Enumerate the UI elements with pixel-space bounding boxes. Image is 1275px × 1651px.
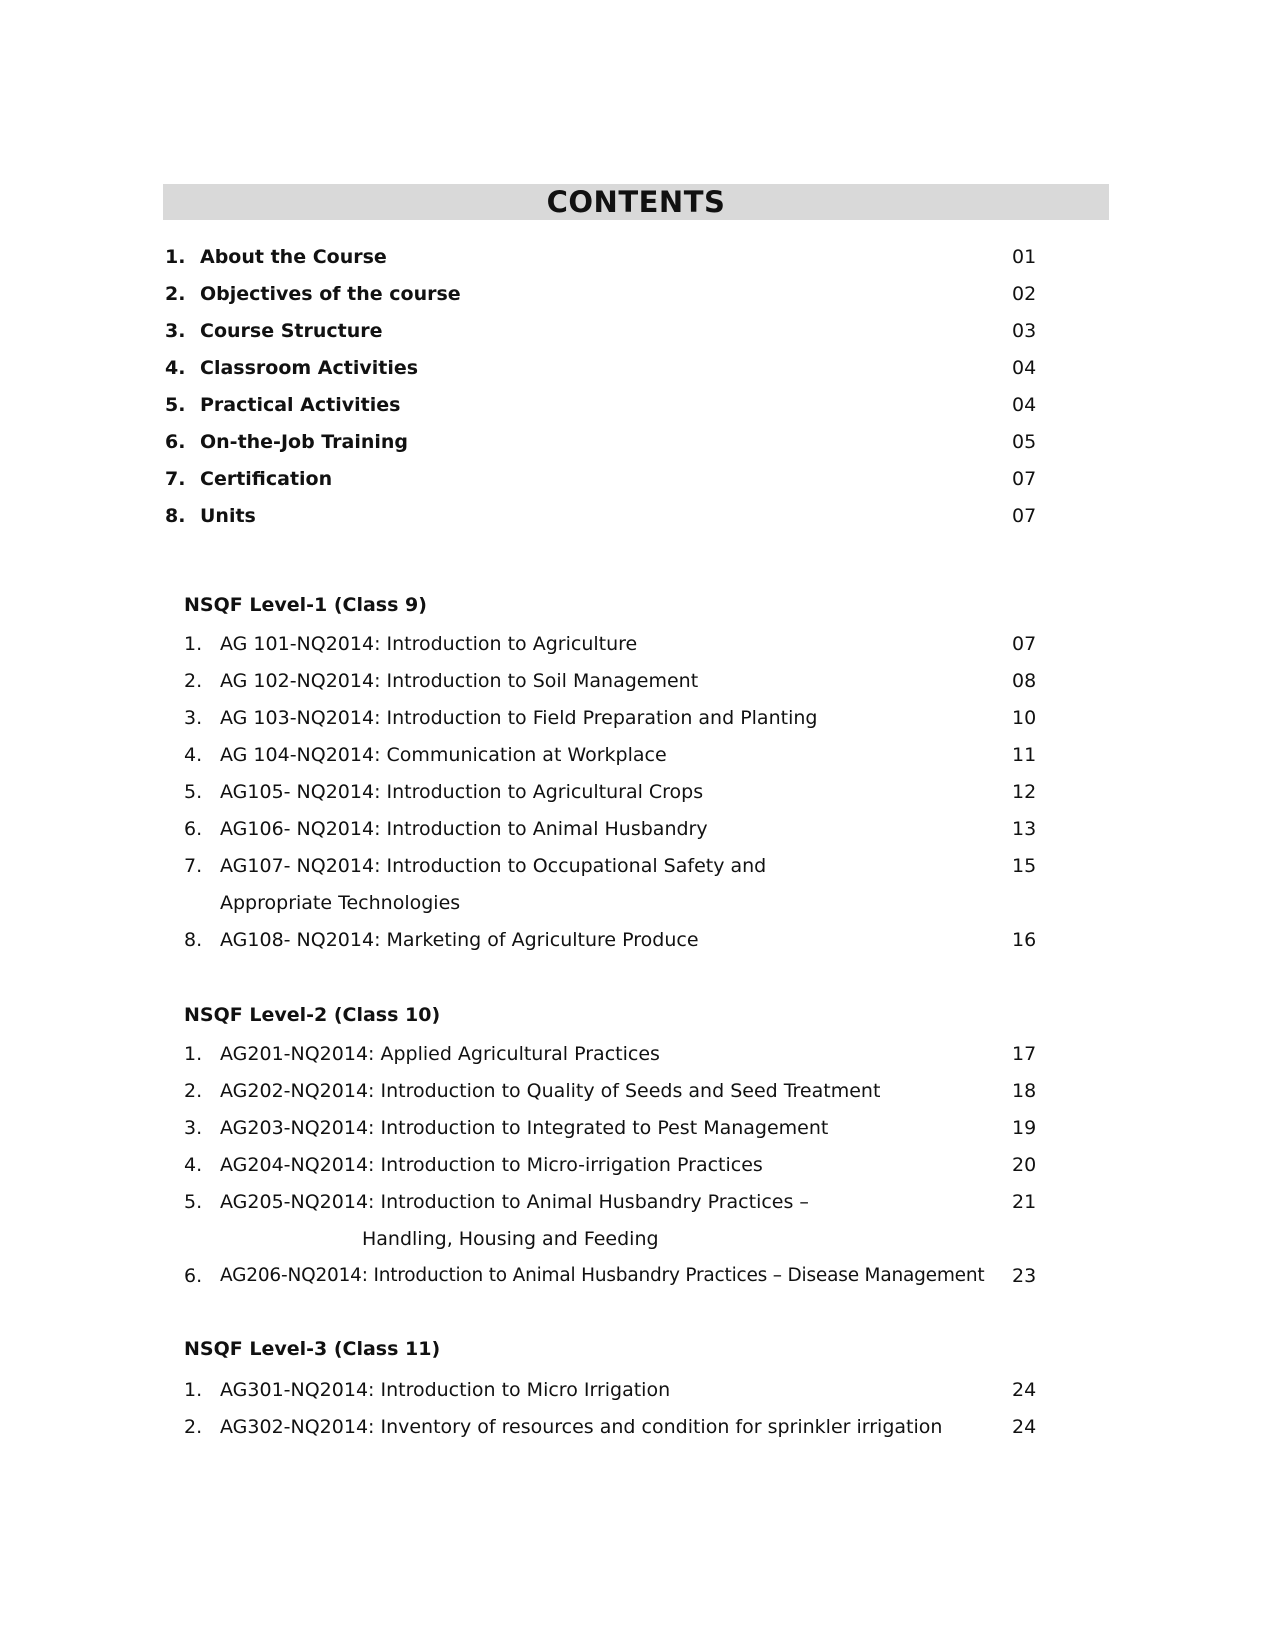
item-number: 2. <box>184 1080 203 1102</box>
item-label: AG203-NQ2014: Introduction to Integrated to Pest Management <box>220 1117 829 1139</box>
item-label: AG302-NQ2014: Inventory of resources and condition for sprinkler irrigation <box>220 1416 943 1438</box>
item-number: 4. <box>184 744 203 766</box>
page-number: 12 <box>1012 781 1037 803</box>
item-number: 7. <box>184 855 203 877</box>
item-label: Course Structure <box>200 320 383 342</box>
item-label: AG106- NQ2014: Introduction to Animal Husbandry <box>220 818 708 840</box>
page-number: 03 <box>1012 320 1037 342</box>
unit-item[interactable] <box>184 669 1046 693</box>
item-label: Practical Activities <box>200 394 401 416</box>
unit-item[interactable] <box>184 1378 1046 1402</box>
item-label: On-the-Job Training <box>200 431 409 453</box>
page-number: 11 <box>1012 744 1037 766</box>
unit-item[interactable] <box>184 1153 1046 1177</box>
toc-item[interactable] <box>165 245 1045 269</box>
item-number: 3. <box>165 320 186 342</box>
item-number: 5. <box>165 394 186 416</box>
item-label-continuation: Handling, Housing and Feeding <box>362 1228 659 1250</box>
page-number: 20 <box>1012 1154 1037 1176</box>
item-number: 7. <box>165 468 186 490</box>
unit-item[interactable] <box>184 928 1046 952</box>
item-label: AG108- NQ2014: Marketing of Agriculture Produce <box>220 929 699 951</box>
page-number: 16 <box>1012 929 1037 951</box>
page-number: 17 <box>1012 1043 1037 1065</box>
item-number: 1. <box>184 1043 203 1065</box>
item-number: 2. <box>184 670 203 692</box>
item-label: Classroom Activities <box>200 357 419 379</box>
unit-item-continuation <box>362 1227 659 1251</box>
unit-item[interactable] <box>184 743 1046 767</box>
toc-item[interactable] <box>165 319 1045 343</box>
page-number: 02 <box>1012 283 1037 305</box>
page-number: 01 <box>1012 246 1037 268</box>
toc-item[interactable] <box>165 356 1045 380</box>
unit-item[interactable] <box>184 1264 1046 1288</box>
page-title: CONTENTS <box>546 185 726 219</box>
page-number: 21 <box>1012 1191 1037 1213</box>
item-label: About the Course <box>200 246 387 268</box>
unit-item-continuation <box>220 891 460 915</box>
item-label: AG204-NQ2014: Introduction to Micro-irrigation Practices <box>220 1154 763 1176</box>
toc-item[interactable] <box>165 282 1045 306</box>
item-number: 1. <box>165 246 186 268</box>
page-number: 07 <box>1012 505 1037 527</box>
page-number: 19 <box>1012 1117 1037 1139</box>
toc-item[interactable] <box>165 467 1045 491</box>
section-heading-level1: NSQF Level-1 (Class 9) <box>184 594 427 616</box>
page-number: 07 <box>1012 468 1037 490</box>
item-label: AG 101-NQ2014: Introduction to Agriculture <box>220 633 638 655</box>
unit-item[interactable] <box>184 1079 1046 1103</box>
page-number: 05 <box>1012 431 1037 453</box>
item-number: 6. <box>165 431 186 453</box>
page-number: 18 <box>1012 1080 1037 1102</box>
page-number: 24 <box>1012 1379 1037 1401</box>
item-number: 2. <box>165 283 186 305</box>
item-number: 8. <box>165 505 186 527</box>
item-label: AG205-NQ2014: Introduction to Animal Husbandry Practices – <box>220 1191 809 1213</box>
item-label: AG202-NQ2014: Introduction to Quality of Seeds and Seed Treatment <box>220 1080 881 1102</box>
toc-item[interactable] <box>165 430 1045 454</box>
item-label: AG206-NQ2014: Introduction to Animal Husbandry Practices – Disease Management <box>220 1265 985 1286</box>
item-label: AG 104-NQ2014: Communication at Workplace <box>220 744 667 766</box>
item-number: 6. <box>184 1265 203 1287</box>
toc-item[interactable] <box>165 393 1045 417</box>
item-label: Certification <box>200 468 333 490</box>
unit-item[interactable] <box>184 854 1046 878</box>
unit-item[interactable] <box>184 780 1046 804</box>
section-heading-level3: NSQF Level-3 (Class 11) <box>184 1338 441 1360</box>
section-heading-level2: NSQF Level-2 (Class 10) <box>184 1004 441 1026</box>
unit-item[interactable] <box>184 1190 1046 1214</box>
item-number: 6. <box>184 818 203 840</box>
item-number: 5. <box>184 1191 203 1213</box>
item-number: 8. <box>184 929 203 951</box>
page-number: 08 <box>1012 670 1037 692</box>
item-label: AG301-NQ2014: Introduction to Micro Irrigation <box>220 1379 671 1401</box>
unit-item[interactable] <box>184 1042 1046 1066</box>
page-number: 23 <box>1012 1265 1037 1287</box>
page-number: 10 <box>1012 707 1037 729</box>
item-label: AG107- NQ2014: Introduction to Occupational Safety and <box>220 855 767 877</box>
item-label: AG 103-NQ2014: Introduction to Field Preparation and Planting <box>220 707 818 729</box>
item-label: AG201-NQ2014: Applied Agricultural Practices <box>220 1043 660 1065</box>
unit-item[interactable] <box>184 632 1046 656</box>
item-number: 2. <box>184 1416 203 1438</box>
page-number: 04 <box>1012 357 1037 379</box>
item-label-continuation: Appropriate Technologies <box>220 892 461 914</box>
page-number: 24 <box>1012 1416 1037 1438</box>
page-number: 07 <box>1012 633 1037 655</box>
item-label: AG105- NQ2014: Introduction to Agricultural Crops <box>220 781 704 803</box>
item-label: Objectives of the course <box>200 283 461 305</box>
unit-item[interactable] <box>184 706 1046 730</box>
item-number: 5. <box>184 781 203 803</box>
unit-item[interactable] <box>184 817 1046 841</box>
item-number: 3. <box>184 1117 203 1139</box>
item-number: 4. <box>165 357 186 379</box>
item-number: 1. <box>184 1379 203 1401</box>
page-number: 15 <box>1012 855 1037 877</box>
unit-item[interactable] <box>184 1116 1046 1140</box>
item-label: Units <box>200 505 256 527</box>
item-number: 1. <box>184 633 203 655</box>
item-number: 3. <box>184 707 203 729</box>
contents-title-bar <box>163 184 1109 220</box>
unit-item[interactable] <box>184 1415 1046 1439</box>
page-number: 04 <box>1012 394 1037 416</box>
item-number: 4. <box>184 1154 203 1176</box>
toc-item[interactable] <box>165 504 1045 528</box>
item-label: AG 102-NQ2014: Introduction to Soil Management <box>220 670 699 692</box>
page-number: 13 <box>1012 818 1037 840</box>
